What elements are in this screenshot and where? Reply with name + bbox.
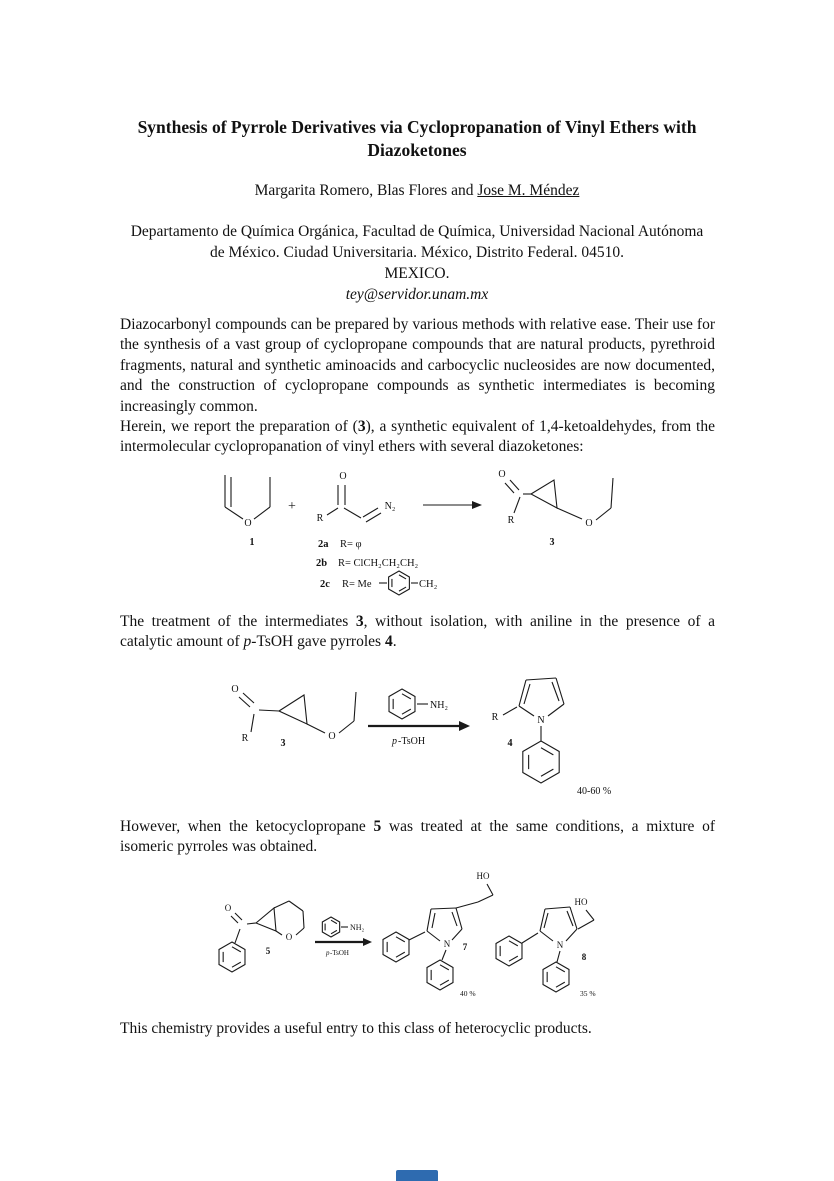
p3-mid2: -TsOH gave pyrroles	[251, 633, 385, 651]
scheme-2	[185, 664, 660, 814]
paragraph-however	[120, 817, 715, 858]
scheme-3-drawing	[150, 864, 690, 1016]
scheme-1	[180, 461, 660, 608]
catalyst-label	[391, 736, 425, 747]
p4-pre: However, when the ketocyclopropane	[120, 818, 374, 835]
ptsoh-rest: -TsOH	[398, 736, 426, 747]
structure-ketocyclopropane-5	[219, 901, 304, 972]
r-group-label: R	[316, 513, 324, 524]
compound-number-5: 5	[265, 946, 271, 956]
compound-number-7: 7	[462, 942, 468, 952]
oxygen-label: O	[244, 518, 252, 529]
r-group-label: R	[507, 515, 515, 526]
treatment-block	[120, 612, 715, 653]
paragraph-conclusion: This chemistry provides a useful entry to this class of heterocyclic products.	[120, 1020, 592, 1037]
benzene-ring	[389, 689, 415, 719]
scheme-2-drawing	[185, 664, 660, 809]
r-group-label: R	[491, 712, 499, 723]
affiliation-country: MEXICO.	[384, 265, 450, 282]
watermark-logo	[396, 1170, 438, 1181]
yield-label-7: 40 %	[460, 989, 476, 998]
structure-pyrrole-7	[383, 871, 493, 998]
structure-pyrrole-8	[496, 897, 596, 998]
ring-oxygen-label: O	[285, 932, 293, 942]
hydroxyl-label: HO	[574, 897, 588, 907]
p4-post: was treated at the same conditions, a mixture of isomeric pyrroles was obtained.	[120, 818, 715, 856]
legend-2c-text-pre: R= Me	[342, 579, 372, 590]
compound-number-3: 3	[549, 537, 555, 548]
affiliation: Departamento de Química Orgánica, Facultad de Química, Universidad Nacional Autónoma de México. Ciudad Universitaria. México, Distrito Federal. 04510.	[130, 223, 704, 261]
compound-number-8: 8	[581, 952, 587, 962]
catalyst-label	[325, 949, 349, 957]
benzene-ring	[322, 917, 339, 937]
conclusion-block	[120, 1019, 715, 1039]
legend-2a-id: 2a	[318, 539, 329, 550]
legend-2c-id: 2c	[320, 579, 330, 590]
legend-2a-text: R= φ	[340, 539, 362, 550]
p4-compound-5: 5	[373, 818, 382, 835]
amine-nh2-label: NH₂	[350, 923, 365, 932]
n-phenyl-ring	[427, 960, 453, 990]
ether-oxygen-label: O	[328, 731, 336, 742]
structure-cyclopropane-3	[231, 684, 356, 749]
r-group-label: R	[241, 733, 249, 744]
p3-para-italic: p	[243, 633, 252, 651]
ptsoh-rest: -TsOH	[330, 949, 349, 957]
nitrogen-label: N	[537, 715, 545, 726]
legend-2c-text-post: CH₂	[419, 579, 438, 590]
ptsoh-p: p	[392, 736, 397, 747]
compound-number-4: 4	[507, 738, 513, 749]
structure-diazoketone-2	[317, 471, 396, 524]
diazo-n2-label: N₂	[384, 501, 396, 512]
hydroxyl-label: HO	[476, 871, 490, 881]
n-phenyl-ring	[543, 962, 569, 992]
reaction-arrow	[315, 938, 372, 946]
structure-pyrrole-4	[492, 678, 612, 797]
legend-2b-text: R= ClCH₂CH₂CH₂	[338, 558, 419, 569]
affiliation-block	[122, 221, 712, 305]
p3-mid1: , without isolation, with aniline in the presence of a catalytic amount of	[120, 613, 715, 651]
carbonyl-oxygen-label: O	[339, 471, 347, 482]
structure-cyclopropane-3	[498, 469, 613, 548]
scheme-1-drawing	[180, 461, 660, 603]
nitrogen-label: N	[556, 940, 564, 950]
intro-block	[120, 315, 715, 458]
n-phenyl-ring	[523, 741, 559, 783]
p2-pre: Herein, we report the preparation of (	[120, 418, 358, 436]
reagent-aniline	[322, 917, 364, 937]
authors-plain: Margarita Romero, Blas Flores and	[254, 182, 478, 199]
email: tey@servidor.unam.mx	[345, 286, 489, 303]
author-underlined: Jose M. Méndez	[477, 182, 580, 199]
benzene-ring	[389, 571, 410, 595]
carbonyl-oxygen-label: O	[498, 469, 506, 480]
scheme-3	[150, 864, 690, 1021]
reaction-arrow	[368, 721, 470, 731]
yield-label: 40-60 %	[577, 786, 612, 797]
nitrogen-label: N	[443, 939, 451, 949]
paragraph-treatment	[120, 612, 715, 653]
phenyl-ring	[496, 936, 522, 966]
compound-number-3: 3	[280, 738, 286, 749]
authors-line	[110, 182, 724, 200]
reaction-arrow	[423, 501, 482, 509]
reagent-aniline	[389, 689, 448, 719]
plus-sign: +	[288, 499, 296, 514]
p3-compound-3: 3	[355, 613, 364, 630]
legend-2b-id: 2b	[316, 558, 328, 569]
p3-compound-4: 4	[384, 633, 393, 651]
phenyl-ring	[219, 942, 245, 972]
p3-end: .	[392, 633, 397, 651]
p3-pre: The treatment of the intermediates	[120, 613, 356, 630]
phenyl-ring	[383, 932, 409, 962]
amine-nh2-label: NH₂	[430, 700, 448, 711]
ptsoh-p: p	[326, 949, 330, 957]
compound-number-1: 1	[249, 537, 255, 548]
p2-compound-3: 3	[357, 418, 366, 436]
paragraph-intro: Diazocarbonyl compounds can be prepared by various methods with relative ease. Their use for the synthesis of a vast group of cyclopropane compounds that are natural products, pyrethroid fragments, natural and synthetic aminoacids and carbocyclic nucleosides are now documented, and the construction of cyclopropane compounds as synthetic intermediates is becoming increasingly common.	[120, 316, 715, 415]
structure-ethyl-vinyl-ether	[225, 475, 270, 548]
however-block	[120, 817, 715, 858]
paragraph-herein	[120, 417, 715, 458]
p2-post: ), a synthetic equivalent of 1,4-ketoaldehydes, from the intermolecular cyclopropanation of vinyl ethers with several diazoketones:	[120, 418, 715, 456]
yield-label-8: 35 %	[580, 989, 596, 998]
r-group-legend	[316, 539, 438, 595]
carbonyl-oxygen-label: O	[224, 903, 232, 913]
paper-title: Synthesis of Pyrrole Derivatives via Cyclopropanation of Vinyl Ethers with Diazoketones	[137, 117, 697, 160]
ether-oxygen-label: O	[585, 518, 593, 529]
carbonyl-oxygen-label: O	[231, 684, 239, 695]
